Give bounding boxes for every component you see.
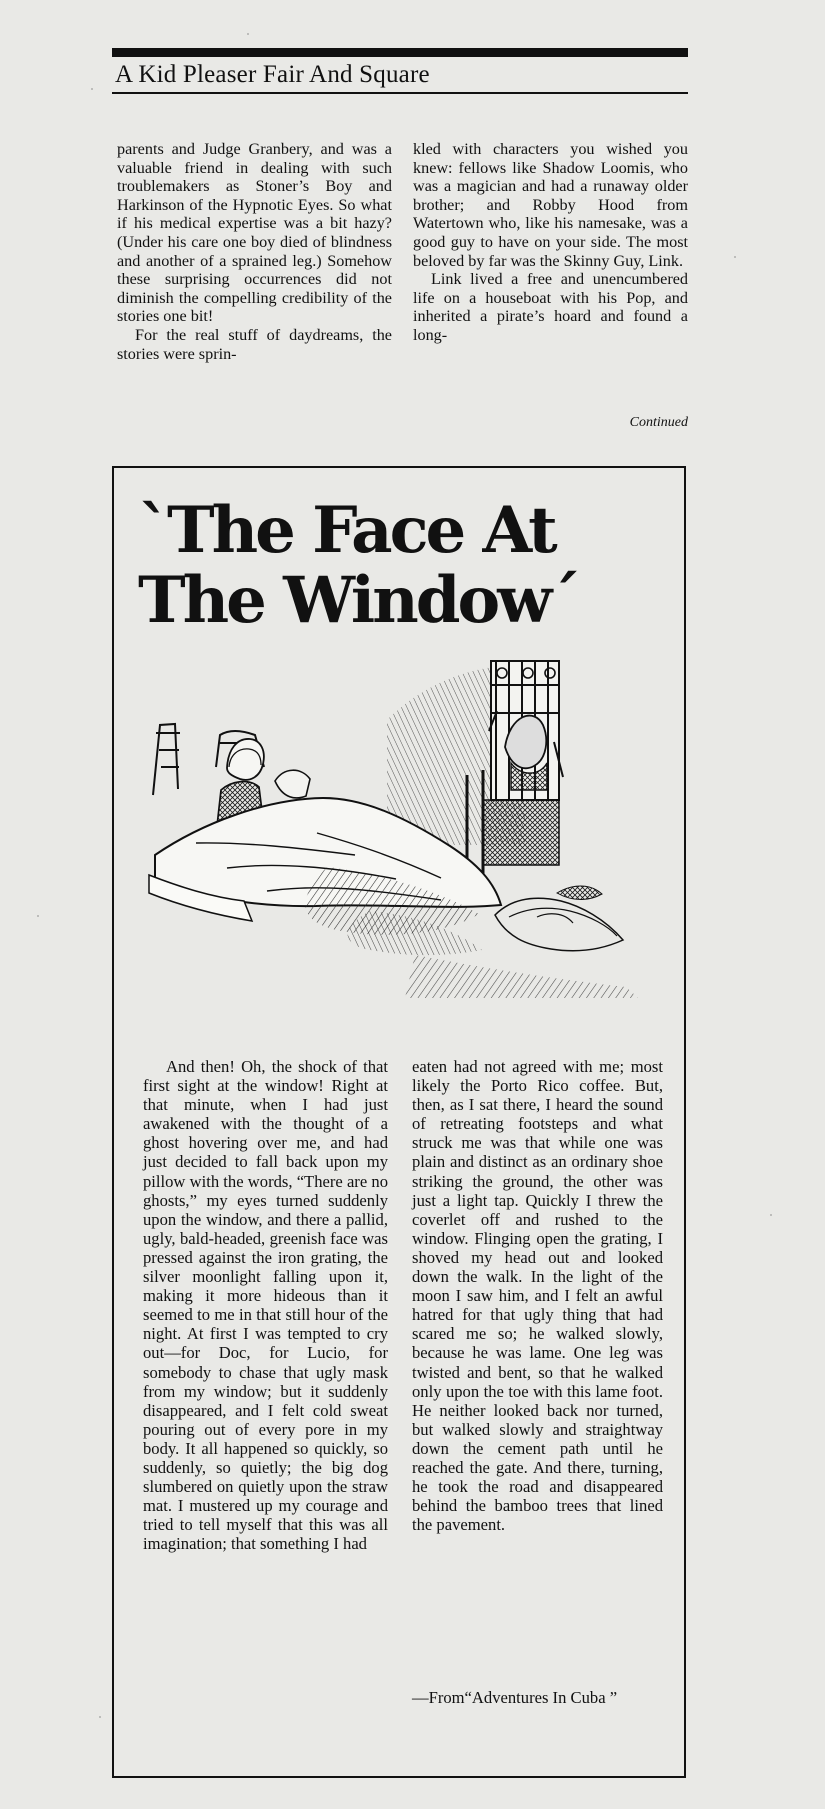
header-top-rule xyxy=(112,48,688,57)
continued-label: Continued xyxy=(629,415,688,430)
story-left-paragraph: And then! Oh, the shock of that first sight at the window! Right at that minute, when I had just awakened with the thought of a ghost hovering over me, and had just decided to fall back upon my pillow with the words, “There are no ghosts,” my eyes turned suddenly upon the window, and there a pallid, ugly, bald-headed, greenish face was pressed against the iron grating, the silver moonlight falling upon it, making it more hideous than it seemed to me in that still hour of the night. At first I was tempted to cry out—for Doc, for Lucio, for somebody to chase that ugly mask from my window; but it suddenly disappeared, and I felt cold sweat pouring out of every pore in my body. It all happened so quickly, so suddenly, so quietly; the big dog slumbered on quietly upon the straw mat. I mustered up my courage and tried to tell myself that this was all imagination; that something I had xyxy=(143,1057,388,1554)
upper-left-paragraph-2: For the real stuff of daydreams, the stories were sprin- xyxy=(117,325,392,363)
upper-right-paragraph-2: Link lived a free and unencumbered life on a houseboat with his Pop, and inherited a pirate’s hoard and found a long- xyxy=(413,270,688,344)
story-right-paragraph: eaten had not agreed with me; most likely the Porto Rico coffee. But, then, as I sat there, I heard the sound of retreating footsteps and what struck me was that while one was plain and distinct as an ordinary shoe striking the ground, the other was just a light tap. Quickly I threw the coverlet off and rushed to the window. Flinging open the grating, I shoved my head out and looked down the walk. In the light of the moon I saw him, and I felt an awful hatred for that ugly thing that had scared me so; he walked slowly, because he was lame. One leg was twisted and bent, so that he walked only upon the toe with this lame foot. He neither looked back nor turned, but walked slowly and straightway down the cement path until he reached the gate. And there, turning, he took the road and disappeared behind the bamboo trees that lined the pavement. xyxy=(412,1057,663,1535)
scan-dot xyxy=(99,1716,101,1718)
scan-dot xyxy=(247,33,249,35)
story-source: —From“Adventures In Cuba ” xyxy=(412,1688,618,1707)
illustration-face-at-window-icon xyxy=(145,655,660,1000)
scan-dot xyxy=(37,915,39,917)
headline-line-1: `The Face At xyxy=(138,493,555,568)
upper-right-paragraph-1: kled with characters you wished you knew: fellows like Shadow Loomis, who was a magician and had a runaway older brother; and Robby Hood from Watertown who, like his namesake, was a good guy to have on your side. The most beloved by far was the Skinny Guy, Link. xyxy=(413,140,688,270)
upper-right-column xyxy=(413,140,688,345)
headline-line-2: The Window´ xyxy=(138,563,579,638)
story-left-column xyxy=(143,1057,388,1553)
header-bottom-rule xyxy=(112,92,688,94)
scan-dot xyxy=(734,256,736,258)
scan-dot xyxy=(91,88,93,90)
story-headline xyxy=(138,493,579,638)
upper-left-paragraph-1: parents and Judge Granbery, and was a valuable friend in dealing with such troublemakers as Stoner’s Boy and Harkinson of the Hypnotic Eyes. So what if his medical expertise was a bit hazy? (Under his care one boy died of blindness and another of a sprained leg.) Somehow these surprising occurrences did not diminish the compelling credibility of the stories one bit! xyxy=(117,140,392,326)
scan-dot xyxy=(770,1214,772,1216)
upper-left-column xyxy=(117,140,392,363)
story-right-column xyxy=(412,1057,663,1534)
section-title: A Kid Pleaser Fair And Square xyxy=(115,61,430,88)
